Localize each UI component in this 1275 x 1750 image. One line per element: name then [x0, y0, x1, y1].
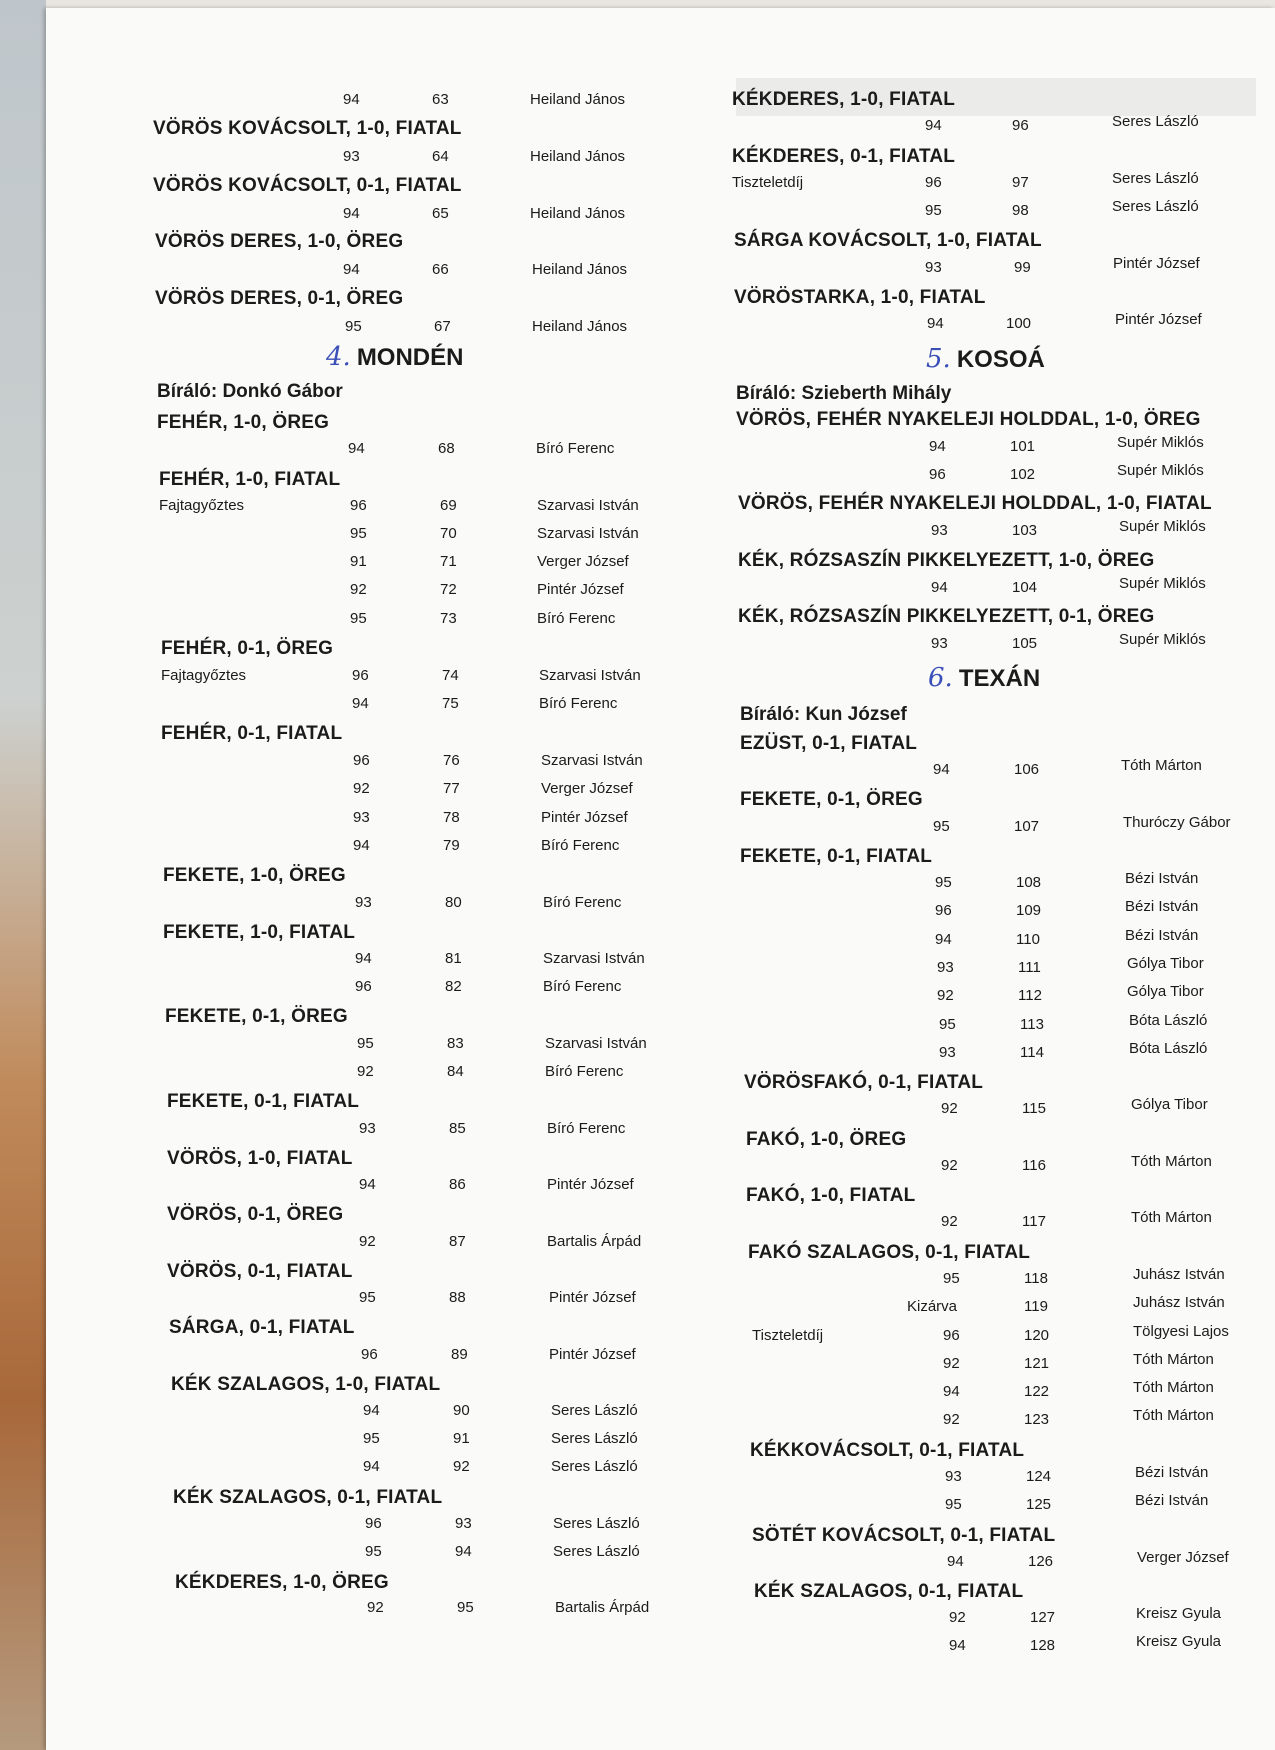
- score: 92: [937, 987, 954, 1004]
- owner-name: Heiland János: [532, 318, 628, 335]
- score: 96: [352, 667, 369, 684]
- entry-number: 118: [1024, 1270, 1048, 1287]
- owner-name: Seres László: [1112, 170, 1199, 187]
- owner-name: Heiland János: [530, 148, 626, 165]
- score: 92: [353, 780, 370, 797]
- owner-name: Tölgyesi Lajos: [1133, 1323, 1229, 1340]
- score: 95: [939, 1016, 956, 1033]
- category-heading: FEKETE, 1-0, FIATAL: [163, 922, 356, 943]
- category-heading: KÉKDERES, 0-1, FIATAL: [732, 146, 956, 167]
- entry-number: 68: [438, 440, 455, 457]
- entry-number: 89: [451, 1346, 468, 1363]
- category-heading: FAKÓ, 1-0, FIATAL: [746, 1185, 916, 1206]
- score: 92: [941, 1100, 958, 1117]
- entry-number: 105: [1012, 635, 1038, 652]
- section-title: [928, 663, 1040, 693]
- owner-name: Kreisz Gyula: [1136, 1633, 1222, 1650]
- category-heading: KÉK, RÓZSASZÍN PIKKELYEZETT, 1-0, ÖREG: [738, 550, 1155, 571]
- category-heading: FEHÉR, 1-0, FIATAL: [159, 469, 341, 490]
- judge-label: Bíráló: Kun József: [740, 704, 907, 725]
- category-heading: FEKETE, 0-1, ÖREG: [740, 789, 923, 810]
- score: 92: [367, 1599, 384, 1616]
- owner-name: Bíró Ferenc: [543, 894, 622, 911]
- score: 95: [945, 1496, 962, 1513]
- entry-number: 83: [447, 1035, 464, 1052]
- owner-name: Bíró Ferenc: [545, 1063, 624, 1080]
- entry-number: 86: [449, 1176, 466, 1193]
- score: 94: [933, 761, 950, 778]
- owner-name: Bíró Ferenc: [537, 610, 616, 627]
- entry-number: 71: [440, 553, 457, 570]
- entry-number: 102: [1010, 466, 1036, 483]
- category-heading: KÉK SZALAGOS, 0-1, FIATAL: [173, 1487, 443, 1508]
- owner-name: Seres László: [553, 1543, 640, 1560]
- score: 91: [350, 553, 367, 570]
- category-heading: FEKETE, 0-1, FIATAL: [740, 846, 933, 867]
- owner-name: Supér Miklós: [1117, 434, 1204, 451]
- score: 94: [363, 1458, 380, 1475]
- award-note: Tiszteletdíj: [732, 174, 804, 191]
- owner-name: Bíró Ferenc: [547, 1120, 626, 1137]
- score: 96: [929, 466, 946, 483]
- score: 94: [363, 1402, 380, 1419]
- owner-name: Tóth Márton: [1121, 757, 1202, 774]
- category-heading: SÁRGA KOVÁCSOLT, 1-0, FIATAL: [734, 230, 1042, 251]
- owner-name: Seres László: [1112, 198, 1199, 215]
- entry-number: 63: [432, 91, 449, 108]
- entry-number: 78: [443, 809, 460, 826]
- owner-name: Bíró Ferenc: [543, 978, 622, 995]
- award-note: Kizárva: [907, 1298, 958, 1315]
- entry-number: 72: [440, 581, 457, 598]
- entry-number: 74: [442, 667, 459, 684]
- category-heading: FAKÓ, 1-0, ÖREG: [746, 1129, 907, 1150]
- entry-number: 91: [453, 1430, 470, 1447]
- score: 92: [941, 1213, 958, 1230]
- owner-name: Seres László: [551, 1402, 638, 1419]
- entry-number: 127: [1030, 1609, 1056, 1626]
- entry-number: 69: [440, 497, 457, 514]
- score: 94: [343, 261, 360, 278]
- score: 94: [355, 950, 372, 967]
- owner-name: Thuróczy Gábor: [1123, 814, 1231, 831]
- award-note: Fajtagyőztes: [159, 497, 245, 514]
- owner-name: Bézi István: [1125, 898, 1199, 915]
- entry-number: 80: [445, 894, 462, 911]
- owner-name: Supér Miklós: [1119, 631, 1206, 648]
- section-title: [926, 344, 1045, 374]
- owner-name: Tóth Márton: [1133, 1407, 1214, 1424]
- category-heading: VÖRÖS DERES, 0-1, ÖREG: [155, 288, 404, 309]
- category-heading: FEKETE, 0-1, FIATAL: [167, 1091, 360, 1112]
- owner-name: Tóth Márton: [1131, 1209, 1212, 1226]
- owner-name: Szarvasi István: [541, 752, 643, 769]
- owner-name: Tóth Márton: [1133, 1351, 1214, 1368]
- score: 94: [947, 1553, 964, 1570]
- owner-name: Bézi István: [1135, 1492, 1209, 1509]
- category-heading: VÖRÖS KOVÁCSOLT, 1-0, FIATAL: [153, 118, 462, 139]
- score: 96: [365, 1515, 382, 1532]
- entry-number: 114: [1020, 1044, 1044, 1061]
- category-heading: VÖRÖS KOVÁCSOLT, 0-1, FIATAL: [153, 175, 462, 196]
- score: 95: [943, 1270, 960, 1287]
- score: 94: [343, 205, 360, 222]
- score: 94: [348, 440, 365, 457]
- score: 92: [350, 581, 367, 598]
- category-heading: FEHÉR, 0-1, FIATAL: [161, 723, 343, 744]
- entry-number: 93: [455, 1515, 472, 1532]
- score: 94: [925, 117, 942, 134]
- score: 95: [350, 525, 367, 542]
- owner-name: Tóth Márton: [1131, 1153, 1212, 1170]
- score: 94: [943, 1383, 960, 1400]
- section-number: 5.: [926, 344, 951, 374]
- score: 95: [359, 1289, 376, 1306]
- score: 92: [943, 1411, 960, 1428]
- score: 93: [931, 522, 948, 539]
- score: 96: [943, 1327, 960, 1344]
- score: 93: [925, 259, 942, 276]
- entry-number: 120: [1024, 1327, 1050, 1344]
- entry-number: 110: [1016, 931, 1040, 948]
- category-heading: EZÜST, 0-1, FIATAL: [740, 733, 918, 754]
- score: 94: [935, 931, 952, 948]
- award-note: Fajtagyőztes: [161, 667, 247, 684]
- owner-name: Szarvasi István: [545, 1035, 647, 1052]
- owner-name: Juhász István: [1133, 1294, 1225, 1311]
- entry-number: 112: [1018, 987, 1042, 1004]
- category-heading: SÖTÉT KOVÁCSOLT, 0-1, FIATAL: [752, 1525, 1056, 1546]
- score: 94: [353, 837, 370, 854]
- entry-number: 103: [1012, 522, 1038, 539]
- owner-name: Bartalis Árpád: [555, 1599, 650, 1616]
- owner-name: Pintér József: [537, 581, 624, 598]
- owner-name: Szarvasi István: [537, 497, 639, 514]
- category-heading: VÖRÖS, FEHÉR NYAKELEJI HOLDDAL, 1-0, FIATAL: [738, 493, 1212, 514]
- entry-number: 101: [1010, 438, 1036, 455]
- owner-name: Gólya Tibor: [1127, 955, 1204, 972]
- section-name: MONDÉN: [356, 344, 464, 371]
- section-title: [326, 342, 463, 372]
- owner-name: Juhász István: [1133, 1266, 1225, 1283]
- score: 96: [361, 1346, 378, 1363]
- entry-number: 92: [453, 1458, 470, 1475]
- owner-name: Pintér József: [549, 1289, 636, 1306]
- entry-number: 88: [449, 1289, 466, 1306]
- entry-number: 128: [1030, 1637, 1056, 1654]
- entry-number: 126: [1028, 1553, 1054, 1570]
- entry-number: 113: [1020, 1016, 1044, 1033]
- category-heading: KÉK SZALAGOS, 1-0, FIATAL: [171, 1374, 441, 1395]
- category-heading: FEHÉR, 1-0, ÖREG: [157, 412, 330, 433]
- score: 95: [935, 874, 952, 891]
- score: 96: [353, 752, 370, 769]
- owner-name: Seres László: [553, 1515, 640, 1532]
- award-note: Tiszteletdíj: [752, 1327, 824, 1344]
- entry-number: 65: [432, 205, 449, 222]
- entry-number: 73: [440, 610, 457, 627]
- owner-name: Heiland János: [532, 261, 628, 278]
- score: 93: [939, 1044, 956, 1061]
- owner-name: Bóta László: [1129, 1040, 1208, 1057]
- owner-name: Seres László: [1112, 113, 1199, 130]
- entry-number: 109: [1016, 902, 1042, 919]
- score: 94: [929, 438, 946, 455]
- score: 93: [355, 894, 372, 911]
- entry-number: 123: [1024, 1411, 1050, 1428]
- owner-name: Kreisz Gyula: [1136, 1605, 1222, 1622]
- owner-name: Heiland János: [530, 205, 626, 222]
- owner-name: Bóta László: [1129, 1012, 1208, 1029]
- owner-name: Bézi István: [1135, 1464, 1209, 1481]
- entry-number: 115: [1022, 1100, 1046, 1117]
- score: 93: [353, 809, 370, 826]
- score: 95: [345, 318, 362, 335]
- entry-number: 125: [1026, 1496, 1052, 1513]
- entry-number: 107: [1014, 818, 1040, 835]
- owner-name: Pintér József: [1115, 311, 1202, 328]
- entry-number: 76: [443, 752, 460, 769]
- category-heading: VÖRÖSTARKA, 1-0, FIATAL: [734, 287, 986, 308]
- owner-name: Tóth Márton: [1133, 1379, 1214, 1396]
- owner-name: Szarvasi István: [537, 525, 639, 542]
- entry-number: 79: [443, 837, 460, 854]
- owner-name: Supér Miklós: [1117, 462, 1204, 479]
- score: 92: [359, 1233, 376, 1250]
- score: 93: [945, 1468, 962, 1485]
- category-heading: VÖRÖS, 0-1, ÖREG: [167, 1204, 344, 1225]
- category-heading: VÖRÖS DERES, 1-0, ÖREG: [155, 231, 404, 252]
- category-heading: FEKETE, 1-0, ÖREG: [163, 865, 346, 886]
- category-heading: FEKETE, 0-1, ÖREG: [165, 1006, 348, 1027]
- entry-number: 121: [1024, 1355, 1050, 1372]
- owner-name: Bíró Ferenc: [536, 440, 615, 457]
- score: 92: [949, 1609, 966, 1626]
- owner-name: Pintér József: [547, 1176, 634, 1193]
- owner-name: Verger József: [1137, 1549, 1229, 1566]
- category-heading: KÉK SZALAGOS, 0-1, FIATAL: [754, 1581, 1024, 1602]
- entry-number: 111: [1018, 959, 1041, 976]
- category-heading: FAKÓ SZALAGOS, 0-1, FIATAL: [748, 1242, 1031, 1263]
- entry-number: 81: [445, 950, 462, 967]
- owner-name: Pintér József: [1113, 255, 1200, 272]
- score: 92: [943, 1355, 960, 1372]
- category-heading: FEHÉR, 0-1, ÖREG: [161, 638, 334, 659]
- entry-number: 96: [1012, 117, 1029, 134]
- category-heading: SÁRGA, 0-1, FIATAL: [169, 1317, 355, 1338]
- entry-number: 124: [1026, 1468, 1052, 1485]
- score: 93: [359, 1120, 376, 1137]
- owner-name: Szarvasi István: [539, 667, 641, 684]
- owner-name: Seres László: [551, 1458, 638, 1475]
- owner-name: Verger József: [537, 553, 629, 570]
- entry-number: 77: [443, 780, 460, 797]
- owner-name: Bíró Ferenc: [541, 837, 620, 854]
- entry-number: 98: [1012, 202, 1029, 219]
- entry-number: 108: [1016, 874, 1042, 891]
- score: 93: [937, 959, 954, 976]
- entry-number: 122: [1024, 1383, 1050, 1400]
- owner-name: Gólya Tibor: [1131, 1096, 1208, 1113]
- owner-name: Supér Miklós: [1119, 575, 1206, 592]
- owner-name: Bézi István: [1125, 870, 1199, 887]
- score: 94: [931, 579, 948, 596]
- entry-number: 70: [440, 525, 457, 542]
- entry-number: 85: [449, 1120, 466, 1137]
- category-heading: KÉKDERES, 1-0, FIATAL: [732, 89, 956, 110]
- score: 94: [359, 1176, 376, 1193]
- entry-number: 104: [1012, 579, 1038, 596]
- owner-name: Bartalis Árpád: [547, 1233, 642, 1250]
- score: 95: [357, 1035, 374, 1052]
- entry-number: 117: [1022, 1213, 1046, 1230]
- owner-name: Bíró Ferenc: [539, 695, 618, 712]
- entry-number: 99: [1014, 259, 1031, 276]
- owner-name: Gólya Tibor: [1127, 983, 1204, 1000]
- entry-number: 94: [455, 1543, 472, 1560]
- section-number: 4.: [326, 342, 351, 372]
- entry-number: 82: [445, 978, 462, 995]
- entry-number: 95: [457, 1599, 474, 1616]
- category-heading: VÖRÖS, FEHÉR NYAKELEJI HOLDDAL, 1-0, ÖREG: [736, 409, 1201, 430]
- score: 95: [933, 818, 950, 835]
- section-name: KOSOÁ: [956, 346, 1045, 373]
- entry-number: 75: [442, 695, 459, 712]
- score: 96: [925, 174, 942, 191]
- section-number: 6.: [928, 663, 953, 693]
- owner-name: Seres László: [551, 1430, 638, 1447]
- category-heading: VÖRÖS, 1-0, FIATAL: [167, 1148, 353, 1169]
- judge-label: Bíráló: Donkó Gábor: [157, 381, 343, 402]
- entry-number: 66: [432, 261, 449, 278]
- score: 94: [949, 1637, 966, 1654]
- score: 94: [343, 91, 360, 108]
- owner-name: Verger József: [541, 780, 633, 797]
- score: 96: [355, 978, 372, 995]
- category-heading: VÖRÖS, 0-1, FIATAL: [167, 1261, 353, 1282]
- score: 92: [357, 1063, 374, 1080]
- entry-number: 119: [1024, 1298, 1048, 1315]
- entry-number: 116: [1022, 1157, 1046, 1174]
- entry-number: 67: [434, 318, 451, 335]
- document-page: [46, 8, 1275, 1750]
- score: 95: [350, 610, 367, 627]
- score: 96: [350, 497, 367, 514]
- score: 94: [927, 315, 944, 332]
- score: 95: [365, 1543, 382, 1560]
- score: 92: [941, 1157, 958, 1174]
- category-heading: KÉKDERES, 1-0, ÖREG: [175, 1572, 389, 1593]
- section-name: TEXÁN: [958, 665, 1041, 692]
- score: 94: [352, 695, 369, 712]
- entry-number: 106: [1014, 761, 1040, 778]
- entry-number: 97: [1012, 174, 1029, 191]
- owner-name: Heiland János: [530, 91, 626, 108]
- category-heading: KÉKKOVÁCSOLT, 0-1, FIATAL: [750, 1440, 1025, 1461]
- entry-number: 84: [447, 1063, 464, 1080]
- entry-number: 90: [453, 1402, 470, 1419]
- entry-number: 64: [432, 148, 449, 165]
- judge-label: Bíráló: Szieberth Mihály: [736, 383, 952, 404]
- score: 95: [363, 1430, 380, 1447]
- score: 93: [343, 148, 360, 165]
- owner-name: Pintér József: [549, 1346, 636, 1363]
- category-heading: VÖRÖSFAKÓ, 0-1, FIATAL: [744, 1072, 984, 1093]
- background-photo-strip: [0, 0, 46, 1750]
- score: 96: [935, 902, 952, 919]
- owner-name: Pintér József: [541, 809, 628, 826]
- entry-number: 100: [1006, 315, 1032, 332]
- owner-name: Supér Miklós: [1119, 518, 1206, 535]
- owner-name: Bézi István: [1125, 927, 1199, 944]
- entry-number: 87: [449, 1233, 466, 1250]
- score: 93: [931, 635, 948, 652]
- owner-name: Szarvasi István: [543, 950, 645, 967]
- category-heading: KÉK, RÓZSASZÍN PIKKELYEZETT, 0-1, ÖREG: [738, 606, 1155, 627]
- score: 95: [925, 202, 942, 219]
